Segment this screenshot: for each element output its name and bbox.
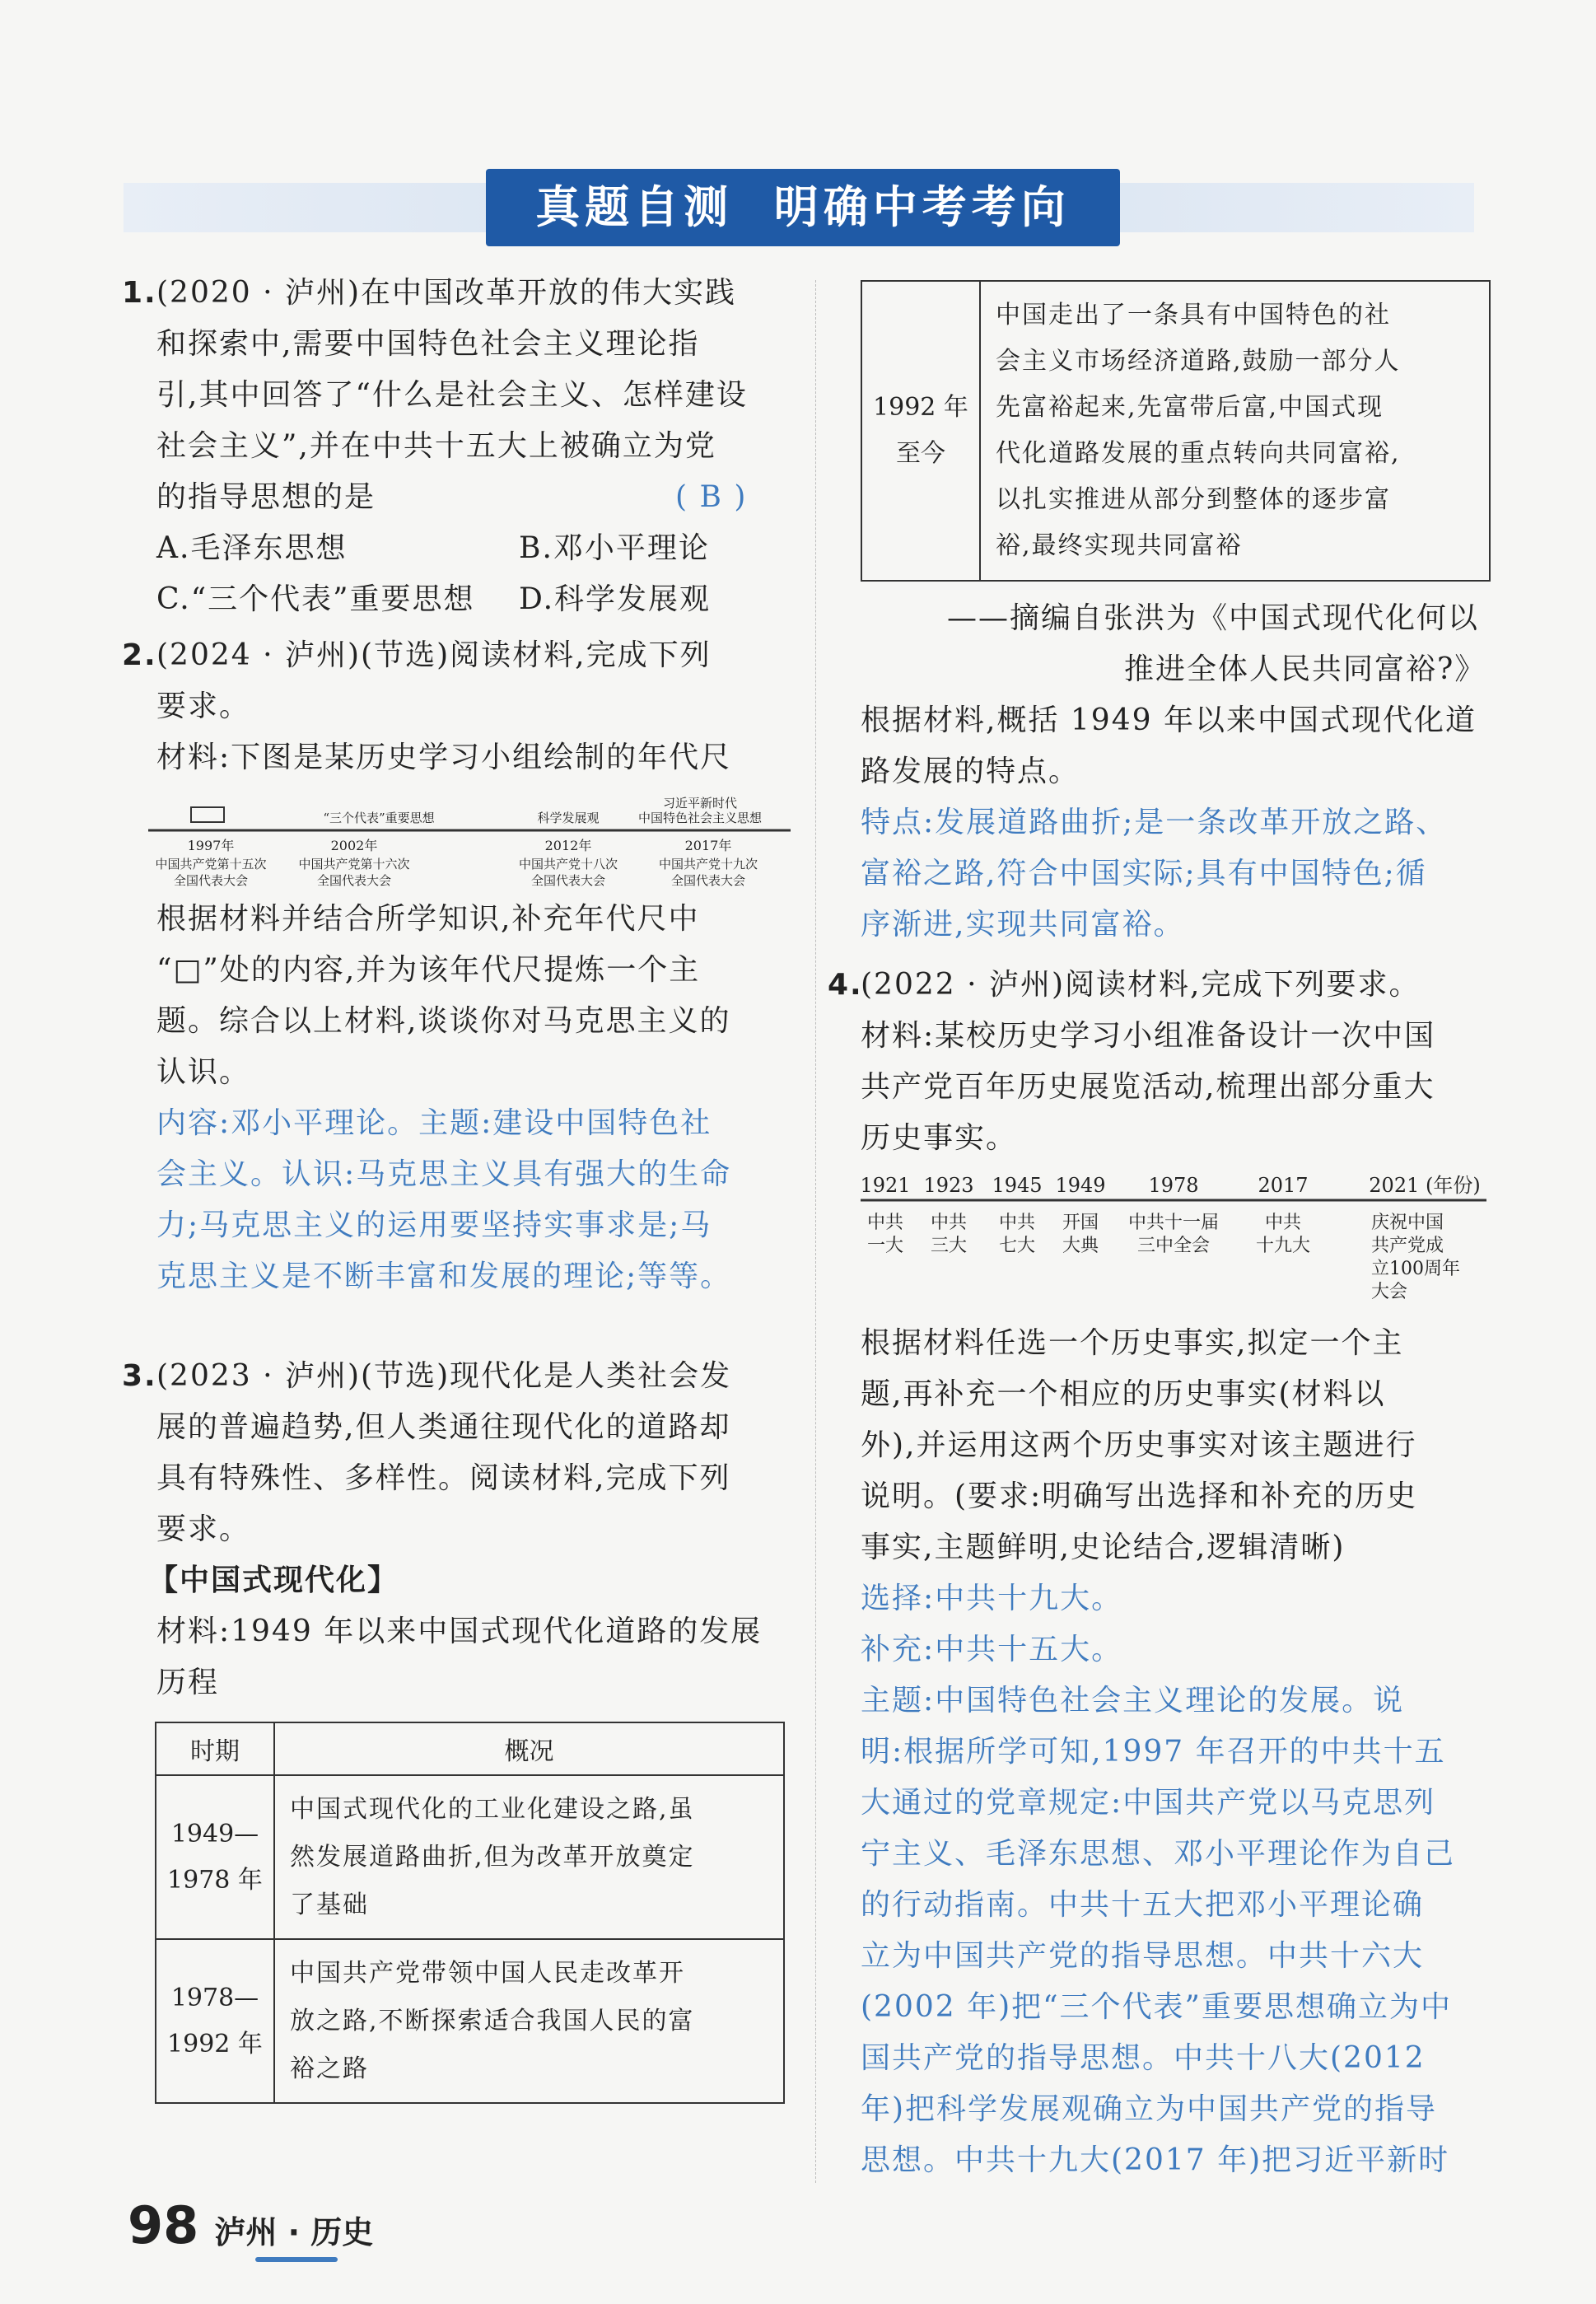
- timeline-year: 2021 (年份): [1369, 1174, 1481, 1197]
- timeline-event: 全国代表大会: [173, 873, 249, 888]
- question-text: 根据材料,概括 1949 年以来中国式现代化道: [861, 703, 1477, 737]
- timeline-event: 三中全会: [1136, 1236, 1211, 1256]
- material-text: 历程: [156, 1666, 220, 1699]
- question-text: (2020 · 泸州)在中国改革开放的伟大实践: [156, 276, 737, 310]
- answer-text: 的行动指南。中共十五大把邓小平理论确: [861, 1888, 1425, 1922]
- timeline-event: 开国: [1062, 1213, 1099, 1233]
- timeline-figure-2: [856, 1166, 1491, 1314]
- answer-text: 内容:邓小平理论。主题:建设中国特色社: [156, 1106, 712, 1140]
- answer-text: 力;马克思主义的运用要坚持实事求是;马: [156, 1208, 712, 1242]
- material-text: 材料:1949 年以来中国式现代化道路的发展: [156, 1615, 763, 1648]
- timeline-top-label: “三个代表”重要思想: [323, 811, 435, 825]
- timeline-event: 中共: [930, 1213, 968, 1233]
- question-text: 具有特殊性、多样性。阅读材料,完成下列: [156, 1461, 731, 1495]
- question-number: 2.: [122, 638, 157, 672]
- timeline-year: 2012年: [544, 838, 592, 853]
- question-text: “□”处的内容,并为该年代尺提炼一个主: [156, 953, 701, 987]
- answer-text: 补充:中共十五大。: [861, 1633, 1123, 1666]
- timeline-event: 中国共产党十九次: [658, 857, 758, 872]
- question-text: 展的普遍趋势,但人类通往现代化的道路却: [156, 1410, 731, 1444]
- material-text: 材料:下图是某历史学习小组绘制的年代尺: [156, 741, 732, 774]
- timeline-year: 1978: [1148, 1174, 1199, 1197]
- answer-text: 克思主义是不断丰富和发展的理论;等等。: [156, 1259, 732, 1293]
- answer-text: 序渐进,实现共同富裕。: [861, 908, 1185, 942]
- table-desc: 中国式现代化的工业化建设之路,虽 然发展道路曲折,但为改革开放奠定 了基础: [274, 1775, 784, 1939]
- table-period: 1978— 1992 年: [156, 1939, 274, 2103]
- footer: [128, 2195, 373, 2255]
- answer-text: (2002 年)把“三个代表”重要思想确立为中: [861, 1990, 1452, 2024]
- timeline-event: 中共十一届: [1127, 1213, 1220, 1233]
- question-text: 根据材料任选一个历史事实,拟定一个主: [861, 1326, 1404, 1360]
- source-text: ——摘编自张洪为《中国式现代化何以: [947, 601, 1480, 635]
- question-text: 的指导思想的是: [156, 480, 376, 514]
- timeline-year: 1997年: [187, 838, 235, 853]
- page-number: 98: [128, 2195, 199, 2255]
- question-number: 1.: [122, 276, 157, 310]
- footer-underline: [255, 2257, 338, 2262]
- question-text: (2024 · 泸州)(节选)阅读材料,完成下列: [156, 638, 712, 672]
- timeline-event: 七大: [998, 1236, 1036, 1256]
- question-text: 认识。: [156, 1055, 251, 1089]
- timeline-event: 三大: [930, 1236, 968, 1256]
- question-text: 社会主义”,并在中共十五大上被确立为党: [156, 429, 716, 463]
- timeline-year: 1923: [923, 1174, 974, 1197]
- question-text: 路发展的特点。: [861, 755, 1080, 788]
- timeline-figure: [140, 783, 799, 898]
- question-text: 外),并运用这两个历史事实对该主题进行: [861, 1428, 1417, 1462]
- footer-label: 泸州 · 历史: [214, 2214, 374, 2250]
- timeline-event: 十九大: [1255, 1236, 1311, 1256]
- history-table: [155, 1722, 785, 2104]
- material-text: 材料:某校历史学习小组准备设计一次中国: [861, 1019, 1436, 1053]
- section-label: 【中国式现代化】: [148, 1563, 399, 1597]
- timeline-event: 共产党成: [1371, 1236, 1444, 1256]
- timeline-event: 立100周年: [1371, 1259, 1460, 1279]
- timeline-event: 全国代表大会: [530, 873, 606, 888]
- answer-text: 特点:发展道路曲折;是一条改革开放之路、: [861, 806, 1448, 839]
- material-text: 历史事实。: [861, 1121, 1018, 1155]
- timeline-event: 中国共产党第十五次: [155, 857, 267, 872]
- question-text: (2022 · 泸州)阅读材料,完成下列要求。: [861, 968, 1421, 1002]
- question-text: 要求。: [156, 689, 251, 723]
- question-text: 引,其中回答了“什么是社会主义、怎样建设: [156, 378, 748, 412]
- option-a: A.毛泽东思想: [156, 531, 348, 565]
- table-header: 时期: [156, 1722, 274, 1775]
- answer-text: 主题:中国特色社会主义理论的发展。说: [861, 1684, 1405, 1717]
- table-row: [156, 1775, 784, 1939]
- question-text: 和探索中,需要中国特色社会主义理论指: [156, 327, 700, 361]
- question-text: 题,再补充一个相应的历史事实(材料以: [861, 1377, 1386, 1411]
- question-text: 要求。: [156, 1512, 251, 1546]
- question-text: 事实,主题鲜明,史论结合,逻辑清晰): [861, 1531, 1346, 1564]
- question-text: (2023 · 泸州)(节选)现代化是人类社会发: [156, 1359, 732, 1393]
- source-text: 推进全体人民共同富裕?》: [1124, 652, 1486, 686]
- question-text: 根据材料并结合所学知识,补充年代尺中: [156, 902, 700, 936]
- answer-text: 思想。中共十九大(2017 年)把习近平新时: [861, 2143, 1450, 2177]
- table-period: 1992 年 至今: [861, 281, 980, 581]
- question-number: 4.: [828, 968, 863, 1002]
- answer-text: 国共产党的指导思想。中共十八大(2012: [861, 2041, 1426, 2075]
- table-period: 1949— 1978 年: [156, 1775, 274, 1939]
- timeline-event: 一大: [866, 1236, 904, 1256]
- timeline-event: 全国代表大会: [316, 873, 392, 888]
- timeline-event: 全国代表大会: [670, 873, 746, 888]
- timeline-year: 1945: [992, 1174, 1043, 1197]
- timeline-event: 中共: [866, 1213, 904, 1233]
- table-desc: 中国走出了一条具有中国特色的社 会主义市场经济道路,鼓励一部分人 先富裕起来,先富带后富,中国式现 代化道路发展的重点转向共同富裕, 以扎实推进从部分到整体的逐步富 裕,最终实现共同富裕: [980, 281, 1490, 581]
- answer-text: 年)把科学发展观确立为中国共产党的指导: [861, 2092, 1438, 2126]
- material-text: 共产党百年历史展览活动,梳理出部分重大: [861, 1070, 1435, 1104]
- option-c: C.“三个代表”重要思想: [156, 582, 475, 616]
- answer-text: 富裕之路,符合中国实际;具有中国特色;循: [861, 857, 1427, 890]
- blank-box: [191, 807, 224, 822]
- timeline-year: 2017年: [684, 838, 732, 853]
- timeline-year: 1921: [860, 1174, 911, 1197]
- timeline-event: 大会: [1371, 1282, 1408, 1302]
- timeline-year: 1949: [1055, 1174, 1106, 1197]
- timeline-year: 2017: [1258, 1174, 1309, 1197]
- table-desc: 中国共产党带领中国人民走改革开 放之路,不断探索适合我国人民的富 裕之路: [274, 1939, 784, 2103]
- timeline-top-label: 中国特色社会主义思想: [637, 811, 763, 825]
- timeline-event: 大典: [1062, 1236, 1099, 1256]
- table-row: [861, 281, 1490, 581]
- timeline-event: 庆祝中国: [1371, 1213, 1444, 1233]
- timeline-year: 2002年: [330, 838, 378, 853]
- question-text: 说明。(要求:明确写出选择和补充的历史: [861, 1479, 1418, 1513]
- table-header: 概况: [274, 1722, 784, 1775]
- timeline-top-label: 习近平新时代: [662, 796, 738, 811]
- option-d: D.科学发展观: [519, 582, 712, 616]
- question-number: 3.: [122, 1359, 157, 1393]
- column-divider: [815, 280, 816, 2183]
- option-b: B.邓小平理论: [519, 531, 710, 565]
- history-table-continued: [861, 280, 1491, 582]
- answer-text: 明:根据所学可知,1997 年召开的中共十五: [861, 1735, 1446, 1769]
- answer-text: 宁主义、毛泽东思想、邓小平理论作为自己: [861, 1837, 1456, 1871]
- section-banner-title: 真题自测 明确中考考向: [486, 169, 1120, 246]
- question-text: 题。综合以上材料,谈谈你对马克思主义的: [156, 1004, 731, 1038]
- answer-text: 大通过的党章规定:中国共产党以马克思列: [861, 1786, 1436, 1820]
- answer-text: 会主义。认识:马克思主义具有强大的生命: [156, 1157, 732, 1191]
- timeline-event: 中国共产党十八次: [518, 857, 618, 872]
- answer-text: 选择:中共十九大。: [861, 1582, 1123, 1615]
- timeline-event: 中共: [998, 1213, 1036, 1233]
- timeline-top-label: 科学发展观: [537, 811, 600, 825]
- timeline-event: 中共: [1264, 1213, 1302, 1233]
- answer-choice: ( B ): [675, 480, 748, 514]
- table-row: [156, 1939, 784, 2103]
- answer-text: 立为中国共产党的指导思想。中共十六大: [861, 1939, 1425, 1973]
- timeline-event: 中国共产党第十六次: [298, 857, 410, 872]
